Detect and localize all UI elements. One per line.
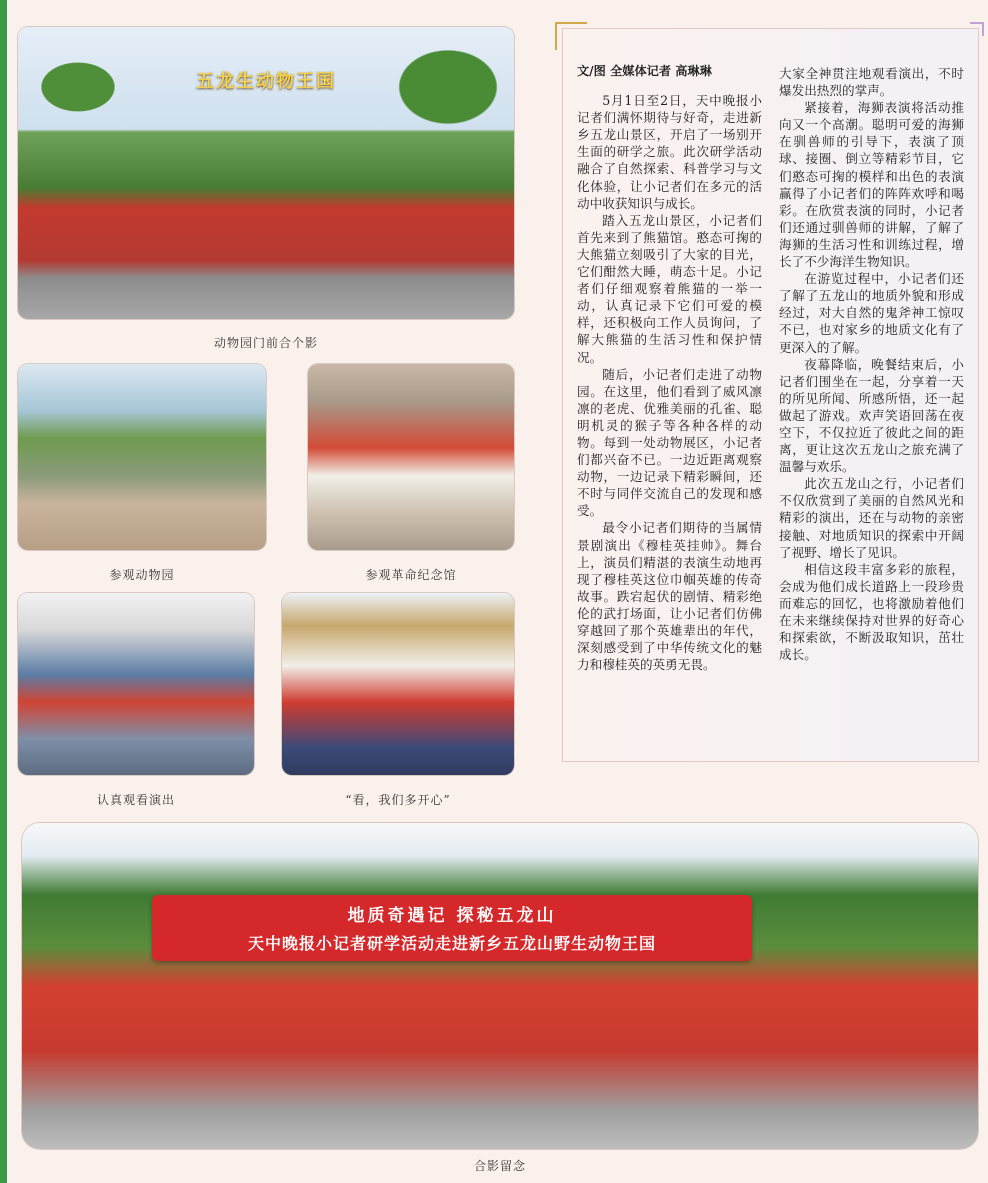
caption-group-photo: 合影留念	[473, 1159, 526, 1173]
paragraph: 在游览过程中，小记者们还了解了五龙山的地质外貌和形成经过，对大自然的鬼斧神工惊叹不已，也对家乡的地质文化有了更深入的了解。	[779, 271, 964, 355]
paragraph: 随后，小记者们走进了动物园。在这里，他们看到了威风凛凛的老虎、优雅美丽的孔雀、聪明机灵的猴子等各种各样的动物。每到一处动物展区，小记者们都兴奋不已。一边近距离观察动物，一边记录下精彩瞬间，还不时与同伴交流自己的发现和感受。	[577, 366, 762, 519]
photo-revolution-museum	[308, 364, 514, 550]
left-accent-bar	[0, 0, 7, 1183]
paragraph: 最令小记者们期待的当属情景剧演出《穆桂英挂帅》。舞台上，演员们精湛的表演生动地再现了穆桂英这位巾帼英雄的传奇故事。跌宕起伏的剧情、精彩绝伦的武打场面，让小记者们仿佛穿越回了那个英雄辈出的年代，深刻感受到了中华传统文化的魅力和穆桂英的英勇无畏。	[577, 520, 762, 673]
paragraph-continued: 大家全神贯注地观看演出，不时爆发出热烈的掌声。	[779, 66, 964, 99]
gate-sign: 五龙生动物王国	[196, 71, 336, 92]
article-column-1	[577, 63, 762, 673]
article-column-2	[779, 65, 964, 663]
photo-watch-show	[18, 593, 254, 775]
photo-visit-zoo	[18, 364, 266, 550]
caption-happy-kids: “看，我们多开心”	[345, 793, 451, 807]
photo-happy-kids	[282, 593, 514, 775]
paragraph: 紧接着，海狮表演将活动推向又一个高潮。聪明可爱的海狮在驯兽师的引导下，表演了顶球、接圈、倒立等精彩节目，它们憨态可掬的模样和出色的表演赢得了小记者们的阵阵欢呼和喝彩。在欣赏表演的同时，小记者们还通过驯兽师的讲解，了解了海狮的生活习性和训练过程，增长了不少海洋生物知识。	[779, 100, 964, 270]
event-banner	[152, 895, 752, 961]
paragraph: 5月1日至2日，天中晚报小记者们满怀期待与好奇，走进新乡五龙山景区，开启了一场别开生面的研学之旅。此次研学活动融合了自然探索、科普学习与文化体验，让小记者们在多元的活动中收获知识与成长。	[577, 93, 762, 211]
caption-visit-zoo: 参观动物园	[109, 568, 175, 582]
paragraph: 夜幕降临，晚餐结束后，小记者们围坐在一起，分享着一天的所见所闻、所感所悟，还一起做起了游戏。欢声笑语回荡在夜空下，不仅拉近了彼此之间的距离，更让这次五龙山之旅充满了温馨与欢乐。	[779, 356, 964, 475]
paragraph: 踏入五龙山景区，小记者们首先来到了熊猫馆。憨态可掬的大熊猫立刻吸引了大家的目光，它们酣然大睡，萌态十足。小记者们仔细观察着熊猫的一举一动，认真记录下它们可爱的模样，还积极向工作人员询问，了解大熊猫的生活习性和保护情况。	[577, 212, 762, 365]
paragraph: 相信这段丰富多彩的旅程，会成为他们成长道路上一段珍贵而难忘的回忆，也将激励着他们在未来继续保持对世界的好奇心和探索欲，不断汲取知识，茁壮成长。	[779, 561, 964, 663]
banner-subtitle: 天中晚报小记者研学活动走进新乡五龙山野生动物王国	[247, 934, 656, 953]
photo-zoo-gate	[18, 27, 514, 319]
banner-title: 地质奇遇记 探秘五龙山	[347, 906, 557, 926]
byline: 文/图 全媒体记者 高琳琳	[577, 64, 712, 78]
photo-group	[22, 823, 978, 1149]
caption-revolution-museum: 参观革命纪念馆	[365, 568, 457, 582]
caption-watch-show: 认真观看演出	[96, 793, 175, 807]
article-box	[562, 28, 979, 762]
caption-zoo-gate: 动物园门前合个影	[213, 336, 318, 350]
paragraph: 此次五龙山之行，小记者们不仅欣赏到了美丽的自然风光和精彩的演出，还在与动物的亲密接触、对地质知识的探索中开阔了视野、增长了见识。	[779, 476, 964, 560]
